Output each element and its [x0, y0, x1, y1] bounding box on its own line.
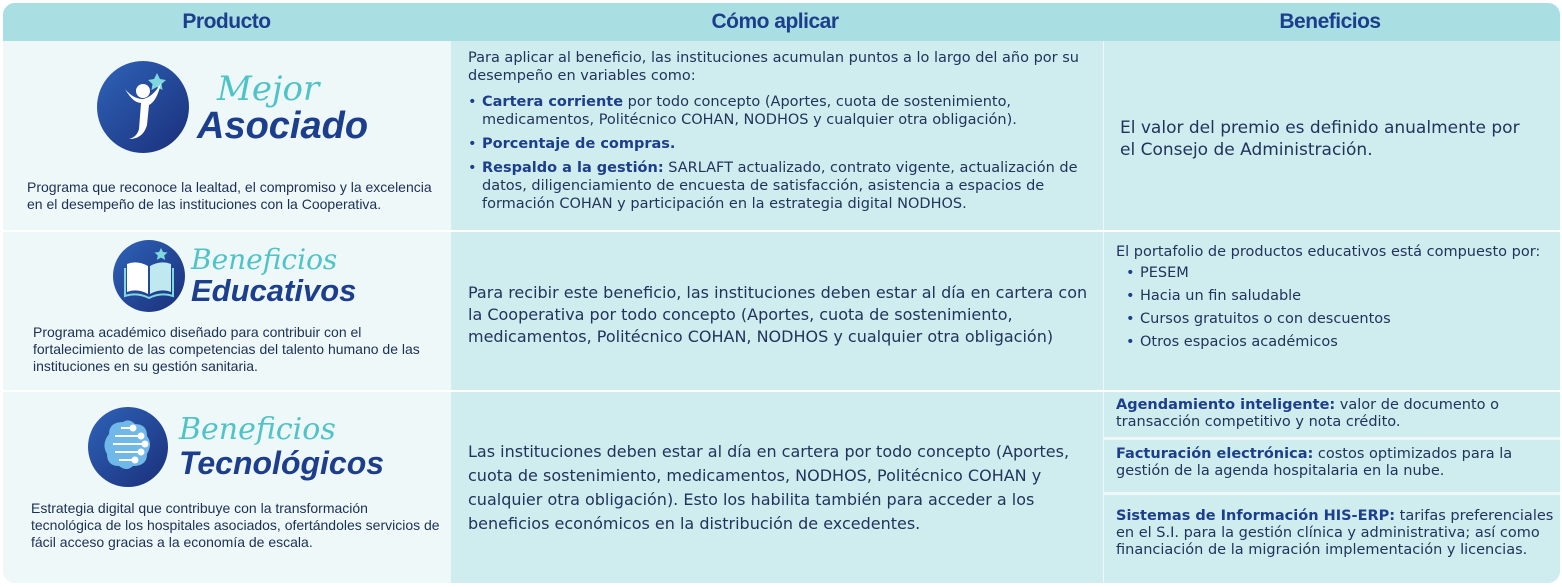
- row-educativos-benefit: [1104, 232, 1560, 390]
- apply-intro: Para aplicar al beneficio, las instituciones acumulan puntos a lo largo del año por su desempeño en variables como:: [468, 50, 1079, 84]
- list-item: • Otros espacios académicos: [1126, 334, 1546, 351]
- row-mejor-asociado-apply: [451, 41, 1103, 230]
- apply-text: Las instituciones deben estar al día en cartera por todo concepto (Aportes, cuota de sostenimiento, medicamentos, NODHOS, Politécnico COHAN y cualquier otra obligación). Esto los habilita también para acceder a los beneficios económicos en la distribución de excedentes.: [468, 442, 1070, 533]
- benefit-text: El valor del premio es definido anualmente por el Consejo de Administración.: [1120, 118, 1520, 160]
- benefit-block: Facturación electrónica: costos optimizados para la gestión de la agenda hospitalaria en la nube.: [1116, 446, 1513, 479]
- open-book-icon: [111, 238, 187, 314]
- header-como-aplicar: Cómo aplicar: [711, 10, 839, 33]
- benefit-block: Agendamiento inteligente: valor de documento o transacción competitivo y nota crédito.: [1116, 397, 1499, 430]
- benefit-intro: El portafolio de productos educativos está compuesto por:: [1116, 244, 1541, 260]
- list-item: • PESEM: [1126, 265, 1546, 282]
- product-description: Estrategia digital que contribuye con la transformación tecnológica de los hospitales asociados, ofertándoles servicios de fácil acceso gracias a la economía de escala.: [31, 500, 440, 550]
- table-header: [3, 3, 1560, 41]
- row-tecnologicos-product: [3, 392, 450, 583]
- logo-bold-text: Educativos: [191, 273, 357, 308]
- product-description: Programa que reconoce la lealtad, el compromiso y la excelencia en el desempeño de las instituciones con la Cooperativa.: [27, 179, 432, 212]
- beneficios-tecnologicos-logo: [85, 404, 384, 490]
- logo-bold-text: Asociado: [197, 105, 369, 147]
- row-educativos-product: [3, 232, 450, 390]
- benefit-block: Sistemas de Información HIS-ERP: tarifas preferenciales en el S.I. para la gestión clínica y administrativa; así como financiación de la migración implementación y licencias.: [1116, 508, 1554, 558]
- row-mejor-asociado-product: [3, 41, 450, 230]
- list-item: • Cursos gratuitos o con descuentos: [1126, 311, 1546, 328]
- star-person-icon: [95, 59, 191, 155]
- row-educativos-apply: [451, 232, 1103, 390]
- list-item: • Hacia un fin saludable: [1126, 288, 1546, 305]
- list-item: • Cartera corriente por todo concepto (Aportes, cuota de sostenimiento, medicamentos, Politécnico COHAN, NODHOS y cualquier otra obligación).: [468, 93, 1093, 129]
- beneficios-educativos-logo: [111, 238, 356, 314]
- benefits-table: [3, 3, 1560, 583]
- circuit-brain-icon: [85, 404, 171, 490]
- logo-script-text: Beneficios: [179, 412, 336, 447]
- product-description: Programa académico diseñado para contribuir con el fortalecimiento de las competencias del talento humano de las instituciones en su gestión sanitaria.: [33, 324, 420, 374]
- logo-script-text: Mejor: [217, 69, 320, 109]
- logo-bold-text: Tecnológicos: [179, 445, 385, 481]
- header-producto: Producto: [182, 10, 271, 33]
- header-beneficios: Beneficios: [1279, 10, 1381, 33]
- row-mejor-asociado-benefit: [1104, 41, 1560, 230]
- row-tecnologicos-apply: [451, 392, 1103, 583]
- list-item: • Respaldo a la gestión: SARLAFT actualizado, contrato vigente, actualización de datos, diligenciamiento de encuesta de satisfacción, asistencia a espacios de formación COHAN y participación en la estrategia digital NODHOS.: [468, 159, 1093, 213]
- row-tecnologicos-benefit: [1104, 392, 1560, 583]
- list-item: • Porcentaje de compras.: [468, 135, 1093, 153]
- mejor-asociado-logo: [95, 59, 368, 155]
- apply-text: Para recibir este beneficio, las instituciones deben estar al día en cartera con la Cooperativa por todo concepto (Aportes, cuota de sostenimiento, medicamentos, Politécnico COHAN, NODHOS y cualquier otra obligación): [468, 283, 1088, 346]
- logo-script-text: Beneficios: [191, 243, 338, 276]
